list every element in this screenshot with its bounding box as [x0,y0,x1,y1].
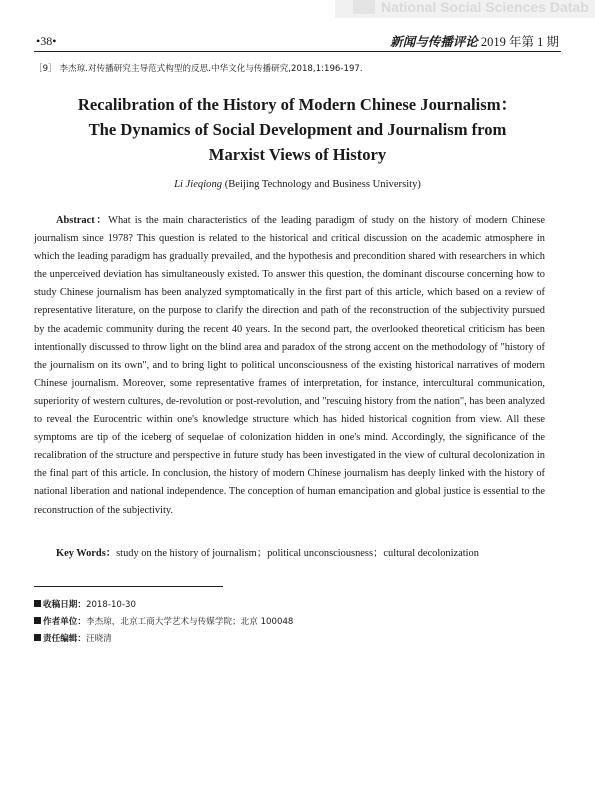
article-title [40,92,555,167]
watermark-text: National Social Sciences Datab [381,0,589,15]
abstract-label: Abstract： [56,215,109,226]
abstract-paragraph [34,212,545,520]
watermark-logo [353,0,375,14]
journal-issue: 2019 年第 1 期 [480,35,559,49]
keywords-label: Key Words： [56,548,117,559]
author-name: Li Jieqiong [174,179,223,190]
footnote-rule [34,586,223,587]
title-line: The Dynamics of Social Development and Journalism from [88,120,507,139]
title-line: Recalibration of the History of Modern Chinese Journalism： [77,95,518,114]
footnote-label: 作者单位： [43,617,86,627]
database-watermark [335,0,595,18]
footnote-value: 李杰琼，北京工商大学艺术与传媒学院；北京 100048 [85,617,294,627]
author-line [40,179,555,190]
footnote-value: 汪晓清 [85,634,112,644]
square-bullet-icon [34,617,41,624]
footnote-editor [34,631,293,648]
journal-header [390,32,559,50]
keywords-text: study on the history of journalism；political unconsciousness；cultural decolonization [116,548,479,559]
footnote-received [34,597,293,614]
author-affiliation: (Beijing Technology and Business University) [224,179,421,190]
journal-name: 新闻与传播评论 [390,34,478,49]
footnote-value: 2018-10-30 [85,600,136,610]
page-number: •38• [36,34,57,48]
square-bullet-icon [34,634,41,641]
abstract [34,212,545,520]
header-rule [34,51,561,52]
footnote-affiliation [34,614,293,631]
footnote-label: 收稿日期： [43,600,86,610]
footnotes [34,597,293,648]
square-bullet-icon [34,600,41,607]
title-line: Marxist Views of History [208,145,387,164]
footnote-label: 责任编辑： [43,634,86,644]
reference-citation: ［9］ 李杰琼.对传播研究主导范式构型的反思.中华文化与传播研究,2018,1:196-197. [34,64,363,74]
abstract-text: What is the main characteristics of the leading paradigm of study on the history of modern Chinese journalism since 1978? This question is related to the historical and critical discussion on the academic atmosphere in which the leading paradigm has gradually prevailed, and the hypothesis and precondition shared with researchers in which the unperceived deviation has simultaneously existed. To answer this question, the dominant discourse concerning how to study Chinese journalism has been analyzed symptomatically in the first part of this article, which based on a review of representative literature, on the purpose to clarify the direction and path of the reconstruction of the subjectivity pursued by the academic community during the recent 40 years. In the second part, the overlooked theoretical criticism has been intentionally discussed to throw light on the blind area and paradox of the strong accent on the methodology of "history of the journalism on its own", and to bring light to political unconsciousness of the existing historical narratives of modern Chinese journalism. Moreover, some representative frames of interpretation, for instance, intercultural communication, superiority of western cultures, de-revolution or post-revolution, and "rescuing history from the nation", has been analyzed to reveal the Eurocentric within one's knowledge structure which has hided historical cognition from view. All these symptoms are tip of the iceberg of sequelae of colonization hidden in one's mind. Accordingly, the significance of the recalibration of the structure and perspective in future study has been investigated in the view of cultural decolonization in the final part of this article. In conclusion, the history of modern Chinese journalism has deeply linked with the history of national liberation and national independence. The conception of human emancipation and global justice is essential to the reconstruction of the subjectivity. [34,215,545,516]
keywords [56,544,479,559]
